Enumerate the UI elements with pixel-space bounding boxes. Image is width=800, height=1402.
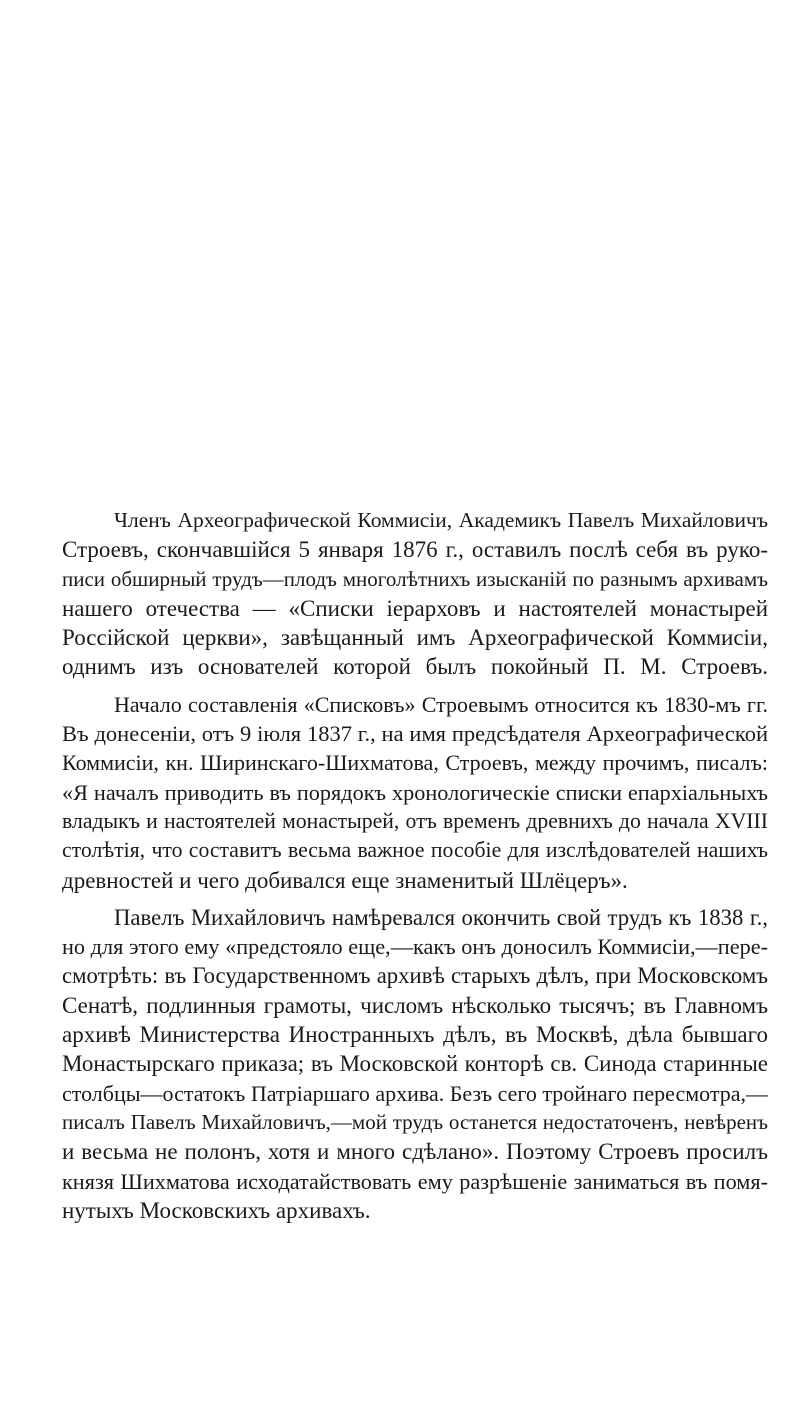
text-line: древностей и чего добивался еще знаменитый Шлёцеръ». [62,867,628,893]
text-line: «Я началъ приводить въ порядокъ хронологическіе списки епархіальныхъ [62,779,768,805]
text-line: владыкъ и настоятелей монастырей, отъ временъ древнихъ до начала XVIII [62,808,768,833]
paragraph-3 [62,903,768,1225]
text-line: столѣтія, что составитъ весьма важное пособіе для изслѣдователей нашихъ [62,838,768,863]
text-line: писалъ Павелъ Михайловичъ,—мой трудъ останется недостаточенъ, невѣренъ [62,1109,768,1134]
text-line: Строевъ, скончавшійся 5 января 1876 г., оставилъ послѣ себя въ руко- [62,537,768,563]
text-line: Коммисіи, кн. Ширинскаго-Шихматова, Строевъ, между прочимъ, писалъ: [62,750,768,776]
paragraph-2 [62,690,768,895]
text-line: однимъ изъ основателей которой былъ покойный П. М. Строевъ. [62,654,768,680]
text-line: Монастырскаго приказа; въ Московской конторѣ св. Синода старинные [62,1051,768,1077]
text-line: Павелъ Михайловичъ намѣревался окончить свой трудъ къ 1838 г., [114,904,768,930]
text-line: Начало составленія «Списковъ» Строевымъ относится къ 1830-мъ гг. [114,691,768,717]
text-line: архивѣ Министерства Иностранныхъ дѣлъ, въ Москвѣ, дѣла бывшаго [62,1022,768,1048]
text-line: нашего отечества — «Списки іерарховъ и настоятелей монастырей [62,595,768,621]
text-line: и весьма не полонъ, хотя и много сдѣлано». Поэтому Строевъ просилъ [62,1139,768,1165]
text-line: Сенатѣ, подлинныя грамоты, числомъ нѣсколько тысячъ; въ Главномъ [62,992,768,1018]
text-line: но для этого ему «предстояло еще,—какъ онъ доносилъ Коммисіи,—пере- [62,934,768,960]
text-line: столбцы—остатокъ Патріаршаго архива. Безъ сего тройнаго пересмотра,— [62,1080,768,1106]
text-line: Членъ Археографической Коммисіи, Академикъ Павелъ Михайловичъ [114,508,768,532]
paragraph-1 [62,506,768,682]
text-line: князя Шихматова исходатайствовать ему разрѣшеніе заниматься въ помя- [62,1168,768,1194]
body-text [62,506,768,1225]
text-line: писи обширный трудъ—плодъ многолѣтнихъ изысканій по разнымъ архивамъ [62,566,768,591]
text-line: Въ донесеніи, отъ 9 іюля 1837 г., на имя предсѣдателя Археографической [62,721,768,747]
text-line: смотрѣть: въ Государственномъ архивѣ старыхъ дѣлъ, при Московскомъ [62,963,768,989]
text-line: Россійской церкви», завѣщанный имъ Археографической Коммисіи, [62,625,768,651]
text-line: нутыхъ Московскихъ архивахъ. [62,1197,371,1223]
